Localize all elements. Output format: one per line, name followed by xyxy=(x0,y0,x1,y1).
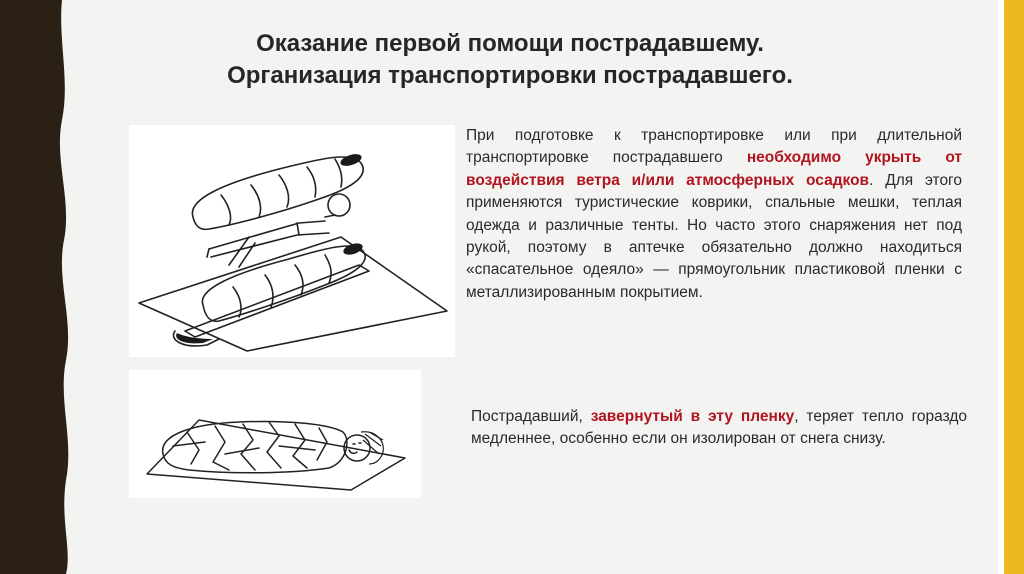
illustration-sleeping-bags xyxy=(129,125,455,357)
decorative-wave-edge xyxy=(0,0,110,574)
paragraph1-text-start: При подготовке к транспортировке или при длительной транспортировке пострадавшего xyxy=(466,127,962,167)
paragraph1-text-end: . Для этого применяются туристические коврики, спальные мешки, теплая одежда и различные тенты. Но часто этого снаряжения нет под рукой, поэтому в аптечке обязательно должно находиться «спасательное одеяло» — прямоугольник пластиковой пленки с металлизированным покрытием. xyxy=(466,171,962,301)
sleeping-bags-drawing xyxy=(129,125,455,357)
right-accent-bar xyxy=(1004,0,1024,574)
paragraph2-text-start: Пострадавший, xyxy=(471,408,591,425)
rescue-blanket-drawing xyxy=(129,370,421,498)
illustration-rescue-blanket xyxy=(129,370,421,498)
paragraph-transport-preparation xyxy=(466,125,962,304)
title-line-1: Оказание первой помощи пострадавшему. xyxy=(256,30,764,57)
paragraph2-highlight: завернутый в эту пленку xyxy=(590,408,795,425)
slide-title xyxy=(140,28,880,92)
title-line-2: Организация транспортировки пострадавшего. xyxy=(227,62,793,89)
paragraph2-text-end: , теряет тепло гораздо медленнее, особенно если он изолирован от снега снизу. xyxy=(471,408,967,448)
paragraph-rescue-blanket xyxy=(471,406,967,451)
paragraph1-highlight: необходимо укрыть от воздействия ветра и/или атмосферных осадков xyxy=(466,149,962,189)
